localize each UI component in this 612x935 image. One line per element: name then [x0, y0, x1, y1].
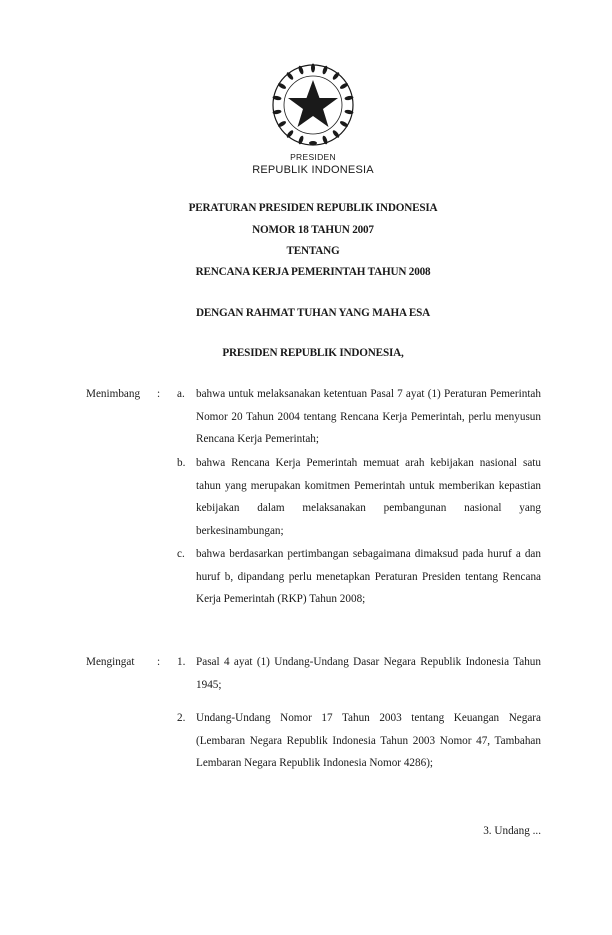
title-number: NOMOR 18 TAHUN 2007: [252, 224, 374, 236]
menimbang-label: Menimbang: [86, 388, 141, 400]
mengingat-item-2: Undang-Undang Nomor 17 Tahun 2003 tentang Keuangan Negara (Lembaran Negara Republik Indonesia Tahun 2003 Nomor 47, Tambahan Lembaran Negara Republik Indonesia Nomor 4286);: [196, 712, 541, 769]
menimbang-mark-a: a.: [177, 388, 185, 400]
menimbang-mark-c: c.: [177, 548, 185, 560]
mengingat-item-1: Pasal 4 ayat (1) Undang-Undang Dasar Negara Republik Indonesia Tahun 1945;: [196, 656, 541, 691]
menimbang-item-c: bahwa berdasarkan pertimbangan sebagaimana dimaksud pada huruf a dan huruf b, dipandang perlu menetapkan Peraturan Presiden tentang Rencana Kerja Pemerintah (RKP) Tahun 2008;: [196, 548, 541, 605]
mengingat-label: Mengingat: [86, 656, 135, 668]
garuda-star-emblem-icon: [270, 62, 356, 148]
mengingat-colon: :: [157, 656, 161, 668]
mengingat-mark-2: 2.: [177, 712, 186, 724]
menimbang-colon: :: [157, 388, 161, 400]
menimbang-item-b: bahwa Rencana Kerja Pemerintah memuat arah kebijakan nasional satu tahun yang merupakan komitmen Pemerintah untuk memberikan kepastian kebijakan dalam melaksanakan pembangunan nasional yang berkesinambungan;: [196, 457, 541, 537]
mengingat-mark-1: 1.: [177, 656, 186, 668]
header-presiden: PRESIDEN: [290, 152, 336, 162]
menimbang-mark-b: b.: [177, 457, 186, 469]
header-republik-indonesia: REPUBLIK INDONESIA: [252, 164, 374, 176]
title-regulation: PERATURAN PRESIDEN REPUBLIK INDONESIA: [188, 202, 438, 214]
title-rahmat: DENGAN RAHMAT TUHAN YANG MAHA ESA: [195, 307, 431, 319]
title-tentang: TENTANG: [286, 245, 340, 257]
title-subject: RENCANA KERJA PEMERINTAH TAHUN 2008: [195, 266, 431, 278]
title-presiden: PRESIDEN REPUBLIK INDONESIA,: [222, 347, 404, 359]
next-page-reference: 3. Undang ...: [483, 825, 541, 837]
menimbang-item-a: bahwa untuk melaksanakan ketentuan Pasal 7 ayat (1) Peraturan Pemerintah Nomor 20 Tahun 2004 tentang Rencana Kerja Pemerintah, perlu menyusun Rencana Kerja Pemerintah;: [196, 388, 541, 445]
